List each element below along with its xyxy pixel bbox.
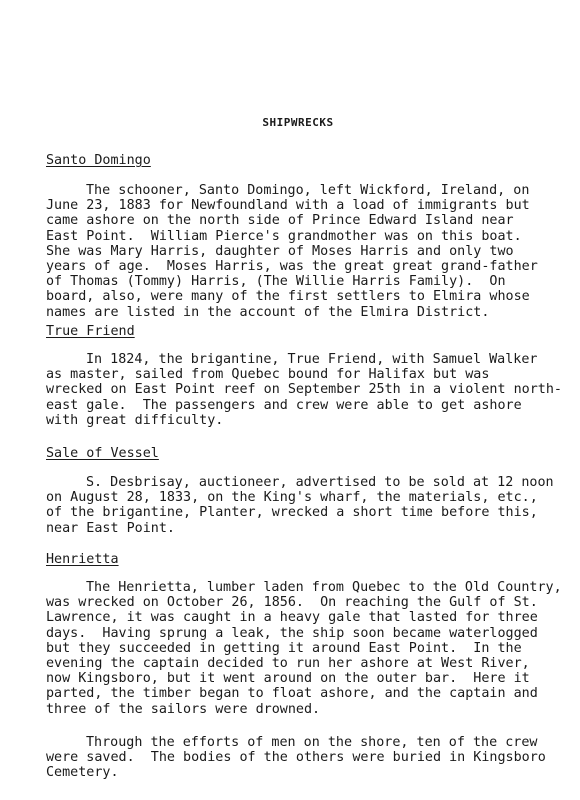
- text-line: East Point. William Pierce's grandmother was on this boat.: [46, 228, 522, 244]
- text-line: Lawrence, it was caught in a heavy gale that lasted for three: [46, 610, 538, 626]
- section-heading-santo-domingo: Santo Domingo: [46, 153, 151, 168]
- text-line: on August 28, 1833, on the King's wharf, the materials, etc.,: [46, 490, 538, 506]
- paragraph-true-friend: [46, 352, 566, 428]
- section-heading-sale-of-vessel: Sale of Vessel: [46, 446, 159, 461]
- text-line: wrecked on East Point reef on September 25th in a violent north-: [46, 382, 562, 398]
- text-line: days. Having sprung a leak, the ship soon became waterlogged: [46, 625, 538, 641]
- text-line: Through the efforts of men on the shore, ten of the crew: [86, 735, 538, 750]
- text-line: Cemetery.: [46, 765, 119, 781]
- text-line: of Thomas (Tommy) Harris, (The Willie Harris Family). On: [46, 274, 506, 290]
- text-line: with great difficulty.: [46, 412, 224, 428]
- text-line: She was Mary Harris, daughter of Moses Harris and only two: [46, 243, 514, 259]
- page-title: SHIPWRECKS: [262, 116, 334, 129]
- text-line: June 23, 1883 for Newfoundland with a load of immigrants but: [46, 198, 530, 214]
- section-heading-true-friend: True Friend: [46, 324, 135, 339]
- text-line: names are listed in the account of the Elmira District.: [46, 304, 490, 320]
- text-line: came ashore on the north side of Prince Edward Island near: [46, 213, 514, 229]
- text-line: was wrecked on October 26, 1856. On reaching the Gulf of St.: [46, 595, 538, 611]
- text-line: In 1824, the brigantine, True Friend, with Samuel Walker: [86, 352, 538, 367]
- paragraph-sale-of-vessel: [46, 475, 566, 536]
- paragraph-santo-domingo: [46, 183, 566, 320]
- text-line: evening the captain decided to run her ashore at West River,: [46, 656, 530, 672]
- text-line: but they succeeded in getting it around East Point. In the: [46, 640, 522, 656]
- text-line: parted, the timber began to float ashore, and the captain and: [46, 686, 538, 702]
- text-line: of the brigantine, Planter, wrecked a short time before this,: [46, 505, 538, 521]
- text-line: S. Desbrisay, auctioneer, advertised to be sold at 12 noon: [86, 475, 554, 490]
- text-line: east gale. The passengers and crew were able to get ashore: [46, 397, 522, 413]
- text-line: near East Point.: [46, 520, 175, 536]
- paragraph-henrietta-1: [46, 580, 566, 717]
- text-line: The schooner, Santo Domingo, left Wickford, Ireland, on: [86, 183, 530, 198]
- text-line: as master, sailed from Quebec bound for Halifax but was: [46, 367, 490, 383]
- text-line: now Kingsboro, but it went around on the outer bar. Here it: [46, 671, 530, 687]
- text-line: The Henrietta, lumber laden from Quebec to the Old Country,: [86, 580, 562, 595]
- paragraph-henrietta-2: [46, 735, 566, 781]
- text-line: were saved. The bodies of the others were buried in Kingsboro: [46, 750, 546, 766]
- text-line: board, also, were many of the first settlers to Elmira whose: [46, 289, 530, 305]
- text-line: three of the sailors were drowned.: [46, 701, 321, 717]
- text-line: years of age. Moses Harris, was the great great grand-father: [46, 259, 538, 275]
- section-heading-henrietta: Henrietta: [46, 552, 119, 567]
